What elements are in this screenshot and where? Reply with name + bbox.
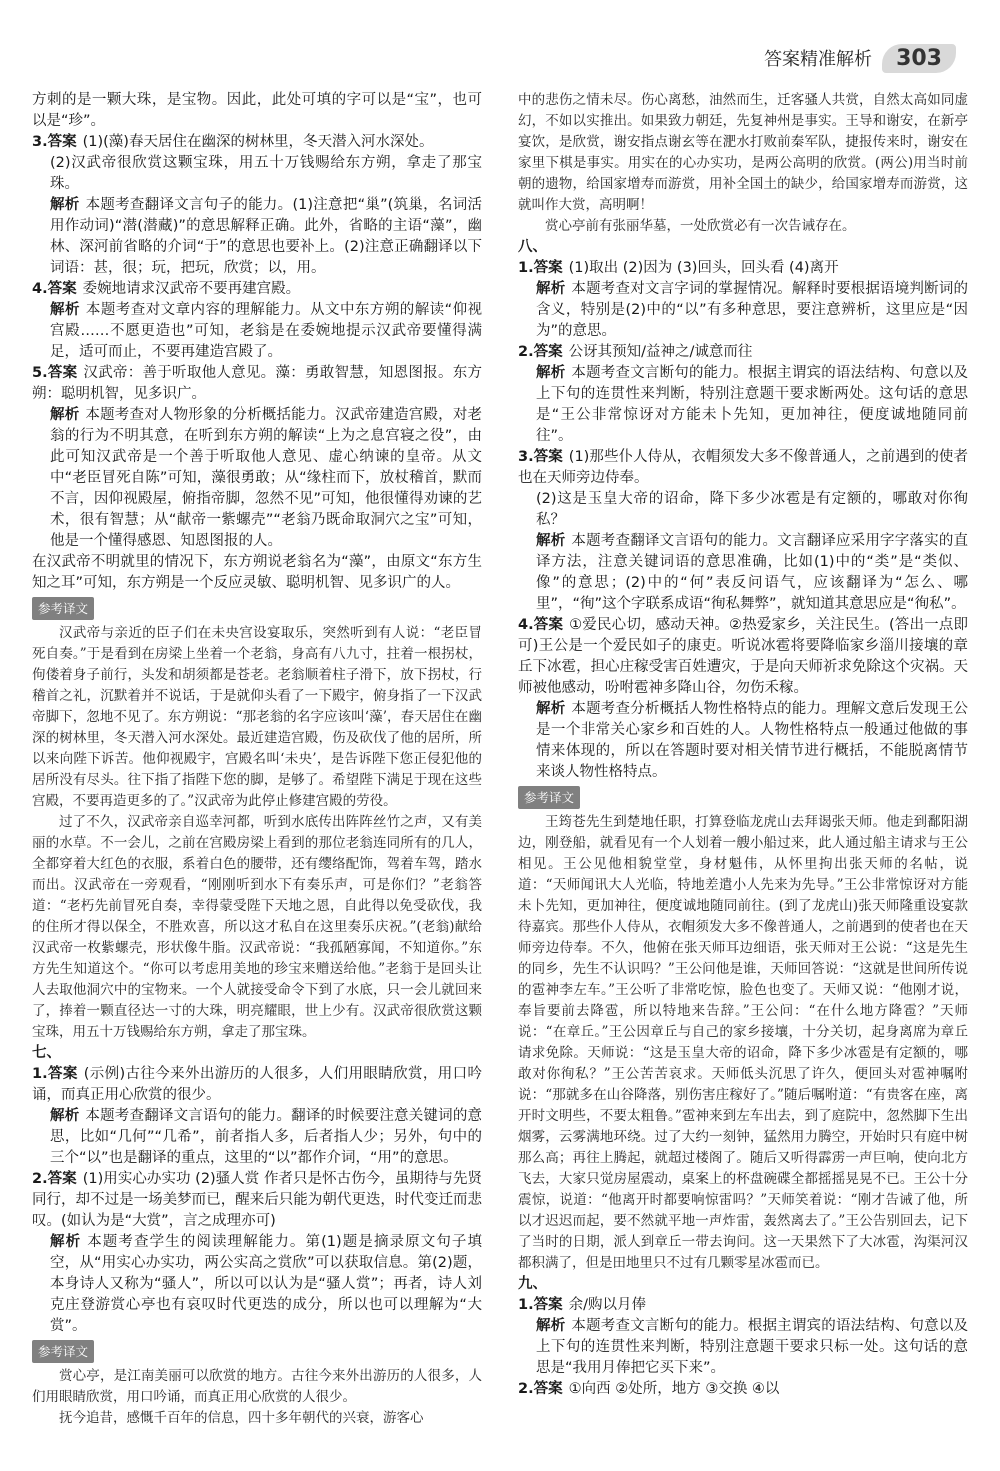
analysis-label: 解析 bbox=[536, 701, 566, 717]
answer-text: (2)汉武帝很欣赏这颗宝珠，用五十万钱赐给东方朔，拿走了那宝珠。 bbox=[50, 155, 482, 192]
translation-paragraph: 抚今追昔，感慨千百年的信息，四十多年朝代的兴衰，游客心 bbox=[59, 1410, 424, 1426]
analysis-label: 解析 bbox=[50, 1108, 80, 1124]
answer-label: 2.答案 bbox=[32, 1171, 77, 1187]
answer-label: 4.答案 bbox=[518, 617, 564, 633]
analysis-label: 解析 bbox=[50, 197, 80, 213]
answer-label: 3.答案 bbox=[32, 134, 77, 150]
translation-paragraph: 过了不久，汉武帝亲自巡幸河都，听到水底传出阵阵丝竹之声，又有美丽的水草。不一会儿，之前在宫殿房梁上看到的那位老翁连同所有的几人，全都穿着大红色的衣服，系着白色的腰带，还有缨络配饰，驾着车驾，踏水而出。汉武帝在一旁观看，“刚刚听到水下有奏乐声，可是你们？”老翁答道：“老朽先前冒死自奏，幸得蒙受陛下天地之恩，自此得以免受砍伐，我的住所才得以保全，不胜欢喜，所以这才私自在这里奏乐庆祝。”(老翁)献给汉武帝一枚紫螺壳，形状像牛脂。汉武帝说：“我孤陋寡闻，不知道你。”东方先生知道这个。“你可以考虑用美地的珍宝来赠送给他。”老翁于是回头让人去取他洞穴中的宝物来。一个人就接受命令下到了水底，只一会儿就回来了，捧着一颗直径达一寸的大珠，明亮耀眼，世上少有。汉武帝很欣赏这颗宝珠，用五十万钱赐给东方朔，拿走了那宝珠。 bbox=[32, 814, 482, 1040]
translation-paragraph: 中的悲伤之情未尽。伤心离愁，油然而生，迁客骚人共赏，自然太高如同虚幻，不如以实推出。如果致力朝廷，先复神州是事实。王导和谢安，在新亭宴饮，是欣赏，谢安指点谢玄等在淝水打败前秦军队，捷报传来时，谢安在家里下棋是事实。用实在的心办实功，是两公高明的欣赏。(两公)用当时前朝的遗物，给国家增寿而游赏，用补全国土的缺少，给国家增寿而游赏，这就叫作大赏，高明啊！ bbox=[518, 92, 968, 213]
answer-text: (1)那些仆人侍从，衣帽须发大多不像普通人，之前遇到的使者也在天师旁边侍奉。 bbox=[518, 449, 968, 486]
analysis-text: 本题考查对文言字词的掌握情况。解释时要根据语境判断词的含义，特别是(2)中的“以”有多种意思，要注意辨析，这里应是“因为”的意思。 bbox=[536, 281, 969, 339]
answer-label: 1.答案 bbox=[32, 1066, 78, 1082]
answer-text: (2)这是玉皇大帝的诏命，降下多少冰雹是有定额的，哪敢对你徇私？ bbox=[536, 491, 968, 528]
analysis-text: 本题考查分析概括人物性格特点的能力。理解文意后发现王公是一个非常关心家乡和百姓的人。人物性格特点一般通过他做的事情来体现的，所以在答题时要对相关情节进行概括，不能脱离情节来谈人物性格特点。 bbox=[536, 701, 969, 780]
answer-text: ①向西 ②处所，地方 ③交换 ④以 bbox=[568, 1381, 780, 1397]
answer-text: ①爱民心切，感动天神。②热爱家乡，关注民生。(答出一点即可)王公是一个爱民如子的康吏。听说冰雹将要降临家乡淄川接壤的章丘下冰雹，担心庄稼受害百姓遭灾，于是向天师祈求免除这个灾祸。天师被他感动，吩咐雹神多降山谷，勿伤禾稼。 bbox=[518, 617, 968, 696]
answer-text: 委婉地请求汉武帝不要再建宫殿。 bbox=[82, 281, 301, 297]
header-title: 答案精准解析 bbox=[764, 49, 873, 70]
intro-text: 方刺的是一颗大珠，是宝物。因此，此处可填的字可以是“宝”，也可以是“珍”。 bbox=[32, 92, 482, 129]
answer-label: 1.答案 bbox=[518, 260, 563, 276]
translation-paragraph: 汉武帝与亲近的臣子们在未央宫设宴取乐，突然听到有人说：“老臣冒死自奏。”于是看到在房梁上坐着一个老翁，身高有八九寸，拄着一根拐杖，佝偻着身子前行，头发和胡须都是苍老。老翁顺着柱子滑下，放下拐杖，行稽首之礼，沉默着并不说话，于是就仰头看了一下殿宇，俯身指了一下汉武帝脚下，忽地不见了。东方朔说：“那老翁的名字应该叫‘藻’，春天居住在幽深的树林里，冬天潜入河水深处。最近建造宫殿，伤及砍伐了他的居所，所以来向陛下诉苦。他仰视殿宇，宫殿名叫‘未央’，是告诉陛下您正侵犯他的居所没有尽头。往下指了指陛下您的脚，是够了。希望陛下满足于现在这些宫殿，不要再造更多的了。”汉武帝为此停止修建宫殿的劳役。 bbox=[32, 625, 482, 809]
answer-text: (1)用实心办实功 (2)骚人赏 作者只是怀古伤今，虽期待与先贤同行，却不过是一场美梦而已，醒来后只能为朝代更迭，时代变迁而悲叹。(如认为是“大赏”，言之成理亦可) bbox=[32, 1171, 482, 1229]
page-number: 303 bbox=[882, 44, 956, 73]
answer-label: 2.答案 bbox=[518, 344, 563, 360]
analysis-label: 解析 bbox=[50, 407, 80, 423]
answer-text: (1)取出 (2)因为 (3)回头，回头看 (4)离开 bbox=[568, 260, 839, 276]
analysis-text: 在汉武帝不明就里的情况下，东方朔说老翁名为“藻”，由原文“东方生知之耳”可知，东方朔是一个反应灵敏、聪明机智、见多识广的人。 bbox=[32, 554, 482, 591]
answer-text: (示例)古往今来外出游历的人很多，人们用眼睛欣赏，用口吟诵，而真正用心欣赏的很少。 bbox=[32, 1066, 483, 1103]
analysis-text: 本题考查翻译文言语句的能力。文言翻译应采用字字落实的直译方法，注意关键词语的意思准确，比如(1)中的“类”是“类似、像”的意思；(2)中的“何”表反问语气，应该翻译为“怎么、哪里”，“徇”这个字联系成语“徇私舞弊”，就知道其意思应是“徇私”。 bbox=[536, 533, 969, 612]
translation-paragraph: 赏心亭，是江南美丽可以欣赏的地方。古往今来外出游历的人很多，人们用眼睛欣赏，用口吟诵，而真正用心欣赏的人很少。 bbox=[32, 1368, 482, 1405]
answer-text: 公讶其预知/益神之/诚意而往 bbox=[568, 344, 753, 360]
analysis-text: 本题考查文言断句的能力。根据主谓宾的语法结构、句意以及上下句的连贯性来判断，特别注意题干要求只标一处。这句话的意思是“我用月俸把它买下来”。 bbox=[536, 1318, 969, 1376]
answer-text: 余/购以月俸 bbox=[568, 1297, 646, 1313]
answer-text: 汉武帝：善于听取他人意见。藻：勇敢智慧，知恩图报。东方朔：聪明机智，见多识广。 bbox=[32, 365, 482, 402]
analysis-text: 本题考查文言断句的能力。根据主谓宾的语法结构、句意以及上下句的连贯性来判断，特别注意题干要求断两处。这句话的意思是“王公非常惊讶对方能未卜先知，更加神往，便度诚地随同前往”。 bbox=[536, 365, 969, 444]
analysis-label: 解析 bbox=[536, 533, 566, 549]
analysis-label: 解析 bbox=[50, 302, 80, 318]
answer-label: 4.答案 bbox=[32, 281, 77, 297]
page-header bbox=[764, 38, 956, 78]
translation-paragraph: 赏心亭前有张丽华墓，一处欣赏必有一次告诫存在。 bbox=[545, 218, 856, 234]
answer-label: 3.答案 bbox=[518, 449, 563, 465]
section-heading: 九、 bbox=[518, 1276, 547, 1292]
answer-label: 2.答案 bbox=[518, 1381, 563, 1397]
section-heading: 七、 bbox=[32, 1045, 61, 1061]
analysis-label: 解析 bbox=[536, 1318, 566, 1334]
analysis-text: 本题考查对人物形象的分析概括能力。汉武帝建造宫殿，对老翁的行为不明其意，在听到东方朔的解读“上为之息宫寝之役”，由此可知汉武帝是一个善于听取他人意见、虚心纳谏的皇帝。从文中“老臣冒死自陈”可知，藻很勇敢；从“缘柱而下，放杖稽首，默而不言，因仰视殿屋，俯指帝脚，忽然不见”可知，他很懂得劝谏的艺术，很有智慧；从“献帝一紫螺壳”“老翁乃既命取洞穴之宝”可知，他是一个懂得感恩、知恩图报的人。 bbox=[50, 407, 483, 549]
analysis-text: 本题考查翻译文言句子的能力。(1)注意把“巢”(筑巢，名词活用作动词)“潜(潜藏)”的意思解释正确。此外，省略的主语“藻”，幽林、深河前省略的介词“于”的意思也要补上。(2)注意正确翻译以下词语：甚，很；玩，把玩，欣赏；以，用。 bbox=[50, 197, 483, 276]
analysis-text: 本题考查学生的阅读理解能力。第(1)题是摘录原文句子填空，从“用实心办实功，两公实高之赏欣”可以获取信息。第(2)题，本身诗人又称为“骚人”，所以可以认为是“骚人赏”；再者，诗人刘克庄登游赏心亭也有哀叹时代更迭的成分，所以也可以理解为“大赏”。 bbox=[50, 1234, 483, 1334]
analysis-text: 本题考查对文章内容的理解能力。从文中东方朔的解读“仰视宫殿……不愿更造也”可知，老翁是在委婉地提示汉武帝要懂得满足，适可而止，不要再建造宫殿了。 bbox=[50, 302, 483, 360]
section-heading: 八、 bbox=[518, 239, 547, 255]
left-column bbox=[32, 90, 482, 1429]
reference-translation-label: 参考译文 bbox=[518, 786, 580, 809]
answer-label: 5.答案 bbox=[32, 365, 78, 381]
reference-translation-label: 参考译文 bbox=[32, 1340, 94, 1363]
translation-paragraph: 王筠苍先生到楚地任职，打算登临龙虎山去拜谒张天师。他走到鄱阳湖边，刚登船，就看见有一个人划着一艘小船过来，此人通过船主请求与王公相见。王公见他相貌堂堂，身材魁伟，从怀里拘出张天师的名帖，说道：“天师闻讯大人光临，特地差遣小人先来为先导。”王公非常惊讶对方能未卜先知，更加神往，便度诚地随同前往。(到了龙虎山)张天师隆重设宴款待嘉宾。那些仆人侍从，衣帽须发大多不像普通人，之前遇到的使者也在天师旁边侍奉。不久，他俯在张天师耳边细语，张天师对王公说：“这是先生的同乡，先生不认识吗？”王公问他是谁，天师回答说：“这就是世间所传说的雹神李左车。”王公听了非常吃惊，脸色也变了。天师又说：“他刚才说，奉旨要前去降雹，所以特地来告辞。”王公问：“在什么地方降雹？”天师说：“在章丘。”王公因章丘与自己的家乡接壤，十分关切，起身离席为章丘请求免除。天师说：“这是玉皇大帝的诏命，降下多少冰雹是有定额的，哪敢对你徇私？”王公苦苦哀求。天师低头沉思了许久，便回头对雹神嘱咐说：“那就多在山谷降落，别伤害庄稼好了。”随后嘱咐道：“有贵客在座，离开时文明些，不要太粗鲁。”雹神来到左车出去，到了庭院中，忽然脚下生出烟雾，云雾满地环绕。过了大约一刻钟，猛然用力腾空，开始时只有庭中树那么高；再往上腾起，就超过楼阁了。随后又听得霹雳一声巨响，使向北方飞去，大家只觉房屋震动，桌案上的杯盘碗碟全都摇摇晃晃不已。王公十分震惊，说道：“他离开时都要响惊雷吗？”天师笑着说：“刚才告诫了他，所以才迟迟而起，要不然就平地一声炸雷，轰然离去了。”王公告别回去，记下了当时的日期，派人到章丘一带去询问。这一天果然下了大冰雹，沟渠河汉都积满了，但是田地里只不过有几颗零星冰雹而已。 bbox=[518, 814, 968, 1271]
analysis-label: 解析 bbox=[50, 1234, 82, 1250]
right-column bbox=[518, 90, 968, 1400]
answer-label: 1.答案 bbox=[518, 1297, 563, 1313]
reference-translation-label: 参考译文 bbox=[32, 597, 94, 620]
analysis-label: 解析 bbox=[536, 365, 566, 381]
answer-text: (1)(藻)春天居住在幽深的树林里，冬天潜入河水深处。 bbox=[82, 134, 434, 150]
analysis-label: 解析 bbox=[536, 281, 566, 297]
analysis-text: 本题考查翻译文言语句的能力。翻译的时候要注意关键词的意思，比如“几何”“几希”，前者指人多，后者指人少；另外，句中的三个“以”也是翻译的重点，这里的“以”都作介词，“用”的意思。 bbox=[50, 1108, 483, 1166]
